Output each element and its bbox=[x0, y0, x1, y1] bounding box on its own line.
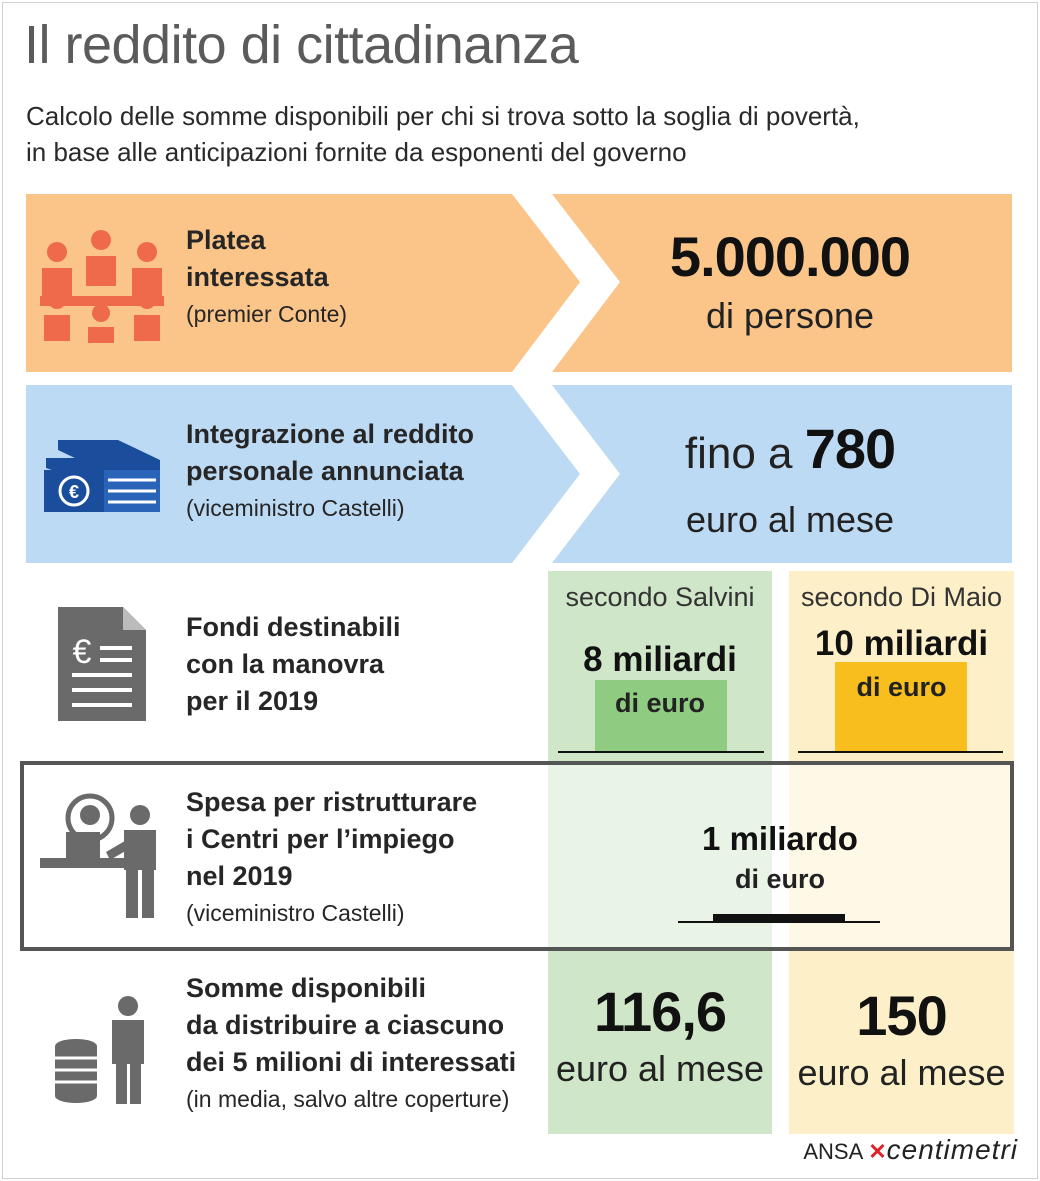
platea-label-line1: Platea bbox=[186, 225, 266, 255]
euro-document-icon bbox=[58, 607, 146, 721]
integrazione-prefix: fino a bbox=[684, 429, 805, 478]
centri-label-line3: nel 2019 bbox=[186, 861, 293, 891]
subtitle-line-2: in base alle anticipazioni fornite da esponenti del governo bbox=[26, 137, 687, 167]
dimaio-monthly-block bbox=[789, 984, 1014, 1098]
brand-ansa: ANSA bbox=[803, 1139, 863, 1164]
salvini-header: secondo Salvini bbox=[565, 582, 755, 612]
brand-mark: ✕ bbox=[868, 1139, 887, 1164]
somme-label bbox=[186, 970, 516, 1117]
page-title: Il reddito di cittadinanza bbox=[24, 15, 579, 75]
fondi-label bbox=[186, 609, 401, 720]
dimaio-funds-unit: di euro bbox=[856, 672, 947, 702]
dimaio-monthly-unit: euro al mese bbox=[797, 1052, 1006, 1093]
salvini-funds-unit: di euro bbox=[614, 688, 705, 718]
platea-unit: di persone bbox=[705, 295, 875, 336]
euro-sign-doc: € bbox=[72, 633, 92, 671]
centri-label-line1: Spesa per ristrutturare bbox=[186, 787, 478, 817]
somme-label-line1: Somme disponibili bbox=[186, 973, 427, 1003]
platea-label-line2: interessata bbox=[186, 262, 329, 292]
brand-logo bbox=[803, 1134, 1018, 1166]
somme-source: (in media, salvo altre coperture) bbox=[186, 1086, 510, 1112]
centri-label bbox=[186, 784, 477, 931]
centri-label-line2: i Centri per l’impiego bbox=[186, 824, 455, 854]
fondi-label-line3: per il 2019 bbox=[186, 686, 319, 716]
integrazione-source: (viceministro Castelli) bbox=[186, 495, 405, 521]
integrazione-unit: euro al mese bbox=[685, 499, 895, 540]
salvini-funds-value: 8 miliardi bbox=[583, 640, 737, 679]
salvini-monthly-value: 116,6 bbox=[593, 980, 727, 1043]
dimaio-funds-value: 10 miliardi bbox=[814, 624, 989, 663]
fondi-label-line2: con la manovra bbox=[186, 649, 385, 679]
centri-source: (viceministro Castelli) bbox=[186, 900, 405, 926]
somme-label-line2: da distribuire a ciascuno bbox=[186, 1010, 505, 1040]
integrazione-value-block bbox=[640, 416, 940, 543]
dimaio-monthly-value: 150 bbox=[856, 984, 947, 1047]
integrazione-value: 780 bbox=[804, 417, 896, 480]
fondi-label-line1: Fondi destinabili bbox=[186, 612, 401, 642]
centri-unit: di euro bbox=[734, 864, 825, 894]
platea-value-block bbox=[640, 222, 940, 340]
integrazione-label-line1: Integrazione al reddito bbox=[186, 419, 475, 449]
centri-value: 1 miliardo bbox=[702, 820, 858, 857]
integrazione-label-line2: personale annunciata bbox=[186, 456, 464, 486]
platea-label bbox=[186, 222, 347, 332]
centri-bar bbox=[713, 914, 845, 922]
salvini-monthly-unit: euro al mese bbox=[555, 1048, 765, 1089]
platea-source: (premier Conte) bbox=[186, 301, 348, 327]
dimaio-header: secondo Di Maio bbox=[800, 582, 1003, 612]
platea-value: 5.000.000 bbox=[669, 225, 911, 288]
integrazione-label bbox=[186, 416, 474, 526]
euro-sign-blue: € bbox=[68, 482, 80, 502]
person-coins-icon bbox=[55, 996, 144, 1104]
somme-label-line3: dei 5 milioni di interessati bbox=[186, 1047, 517, 1077]
subtitle-line-1: Calcolo delle somme disponibili per chi si trova sotto la soglia di povertà, bbox=[26, 101, 860, 131]
salvini-monthly-block bbox=[548, 980, 772, 1094]
brand-centimetri: centimetri bbox=[886, 1134, 1018, 1165]
